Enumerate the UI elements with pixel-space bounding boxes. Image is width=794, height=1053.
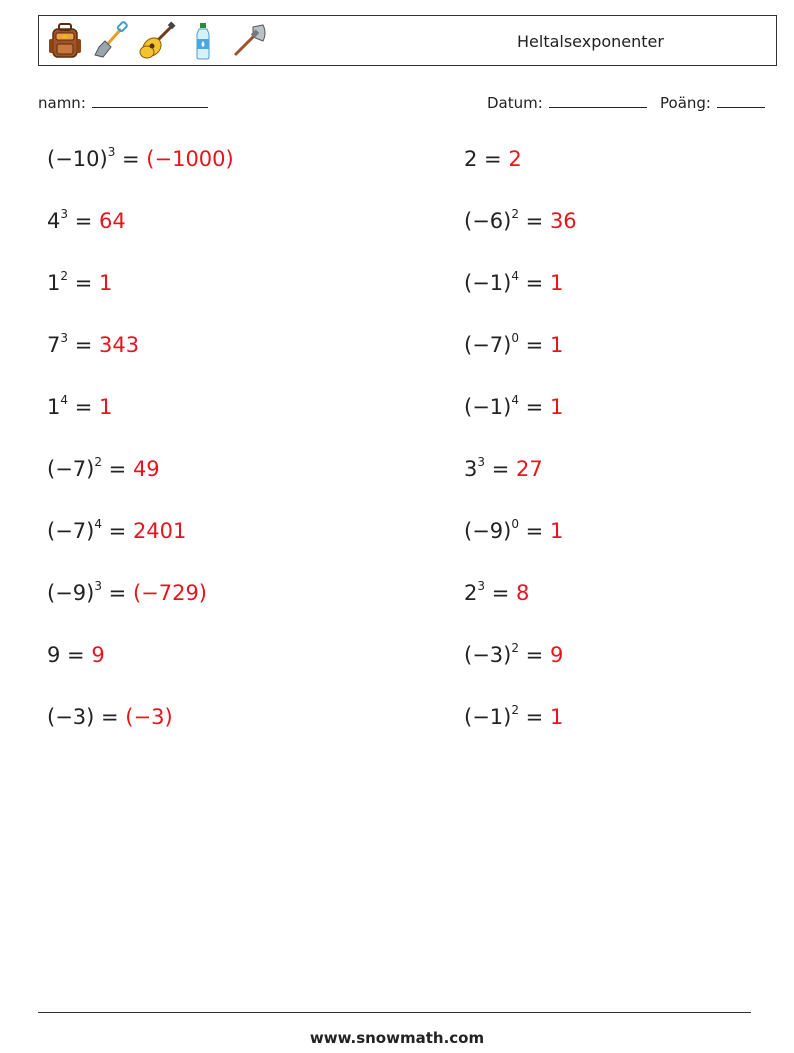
problem-item (47, 395, 112, 419)
shovel-icon (91, 21, 131, 61)
problem-answer: 27 (515, 457, 543, 481)
problem-item (47, 271, 112, 295)
problem-answer: 2 (508, 147, 522, 171)
equals-sign: = (518, 519, 550, 543)
problem-item (47, 457, 160, 481)
backpack-icon (45, 21, 85, 61)
equals-sign: = (101, 457, 133, 481)
equals-sign: = (94, 705, 126, 729)
problem-base: (−7) (464, 333, 512, 357)
problem-base: (−7) (47, 457, 95, 481)
guitar-icon (137, 21, 177, 61)
problem-exponent: 4 (511, 393, 519, 407)
problem-answer: 64 (98, 209, 126, 233)
equals-sign: = (518, 333, 550, 357)
water-bottle-icon (183, 21, 223, 61)
date-label: Datum: (487, 94, 543, 112)
problem-answer: 9 (91, 643, 105, 667)
problem-base: 2 (464, 581, 478, 605)
axe-icon (229, 21, 269, 61)
equals-sign: = (485, 581, 516, 605)
problem-base: (−1) (464, 705, 512, 729)
problem-answer: 36 (549, 209, 577, 233)
problem-item (464, 519, 563, 543)
problem-item (47, 519, 186, 543)
problem-exponent: 0 (511, 517, 519, 531)
problem-exponent: 4 (60, 393, 69, 407)
problem-answer: 1 (549, 271, 564, 295)
problem-answer: 1 (549, 395, 564, 419)
problem-item (47, 581, 207, 605)
problem-base: 1 (47, 395, 61, 419)
equals-sign: = (68, 395, 99, 419)
problem-base: (−6) (464, 209, 512, 233)
problem-exponent: 4 (94, 517, 102, 531)
problem-base: 4 (47, 209, 61, 233)
problem-base: (−3) (464, 643, 512, 667)
equals-sign: = (101, 581, 133, 605)
problem-exponent: 2 (511, 641, 519, 655)
name-label: namn: (38, 94, 86, 112)
problem-exponent: 2 (60, 269, 69, 283)
problem-answer: (−1000) (146, 147, 234, 171)
problem-base: (−9) (464, 519, 512, 543)
problem-answer: 2401 (132, 519, 187, 543)
problem-answer: 49 (132, 457, 160, 481)
equals-sign: = (60, 643, 92, 667)
problem-item (464, 705, 563, 729)
problem-item (47, 333, 139, 357)
equals-sign: = (68, 209, 99, 233)
problem-base: 3 (464, 457, 478, 481)
problem-answer: 1 (98, 395, 113, 419)
problem-exponent: 3 (107, 145, 116, 159)
problem-item (464, 395, 563, 419)
problem-exponent: 2 (94, 455, 102, 469)
equals-sign: = (477, 147, 509, 171)
footer-url: www.snowmath.com (309, 1029, 485, 1047)
date-field[interactable] (487, 93, 647, 112)
problem-item (464, 271, 563, 295)
score-label: Poäng: (660, 94, 711, 112)
problem-base: (−3) (47, 705, 95, 729)
equals-sign: = (68, 333, 99, 357)
equals-sign: = (518, 395, 550, 419)
problem-item (47, 209, 126, 233)
problem-answer: (−729) (132, 581, 208, 605)
footer-divider (38, 1012, 751, 1013)
equals-sign: = (68, 271, 99, 295)
problem-exponent: 3 (60, 207, 69, 221)
problem-item (464, 209, 577, 233)
problem-item (464, 333, 563, 357)
equals-sign: = (101, 519, 133, 543)
equals-sign: = (518, 271, 550, 295)
problem-base: 7 (47, 333, 61, 357)
problem-item (464, 643, 563, 667)
worksheet-title: Heltalsexponenter (517, 32, 664, 51)
problem-answer: 1 (98, 271, 113, 295)
problem-exponent: 3 (94, 579, 102, 593)
problem-answer: 343 (98, 333, 140, 357)
problem-answer: 8 (515, 581, 530, 605)
problem-answer: 1 (549, 333, 564, 357)
problem-exponent: 4 (511, 269, 519, 283)
score-field[interactable] (660, 93, 765, 112)
problem-answer: (−3) (125, 705, 173, 729)
problem-base: 9 (47, 643, 61, 667)
problem-exponent: 2 (511, 703, 519, 717)
equals-sign: = (485, 457, 516, 481)
name-blank[interactable] (92, 93, 208, 108)
problem-exponent: 3 (477, 455, 486, 469)
problem-base: 1 (47, 271, 61, 295)
problem-answer: 1 (549, 519, 564, 543)
equals-sign: = (518, 209, 550, 233)
problem-answer: 1 (549, 705, 564, 729)
problem-base: (−1) (464, 271, 512, 295)
problem-exponent: 2 (511, 207, 519, 221)
problem-exponent: 3 (60, 331, 69, 345)
problem-exponent: 3 (477, 579, 486, 593)
problem-item (464, 581, 529, 605)
problem-base: (−10) (47, 147, 108, 171)
problem-exponent: 0 (511, 331, 519, 345)
problem-base: (−9) (47, 581, 95, 605)
equals-sign: = (518, 643, 550, 667)
problem-item (464, 457, 543, 481)
header-icons (45, 20, 269, 62)
problem-item (47, 643, 105, 667)
score-blank[interactable] (717, 93, 765, 108)
equals-sign: = (518, 705, 550, 729)
problem-item (47, 147, 234, 171)
problem-base: (−1) (464, 395, 512, 419)
equals-sign: = (115, 147, 147, 171)
problem-answer: 9 (549, 643, 564, 667)
problem-item (464, 147, 522, 171)
date-blank[interactable] (549, 93, 647, 108)
problem-base: 2 (464, 147, 478, 171)
problem-item (47, 705, 173, 729)
worksheet-header (38, 15, 777, 66)
problem-base: (−7) (47, 519, 95, 543)
name-field[interactable] (38, 93, 208, 112)
